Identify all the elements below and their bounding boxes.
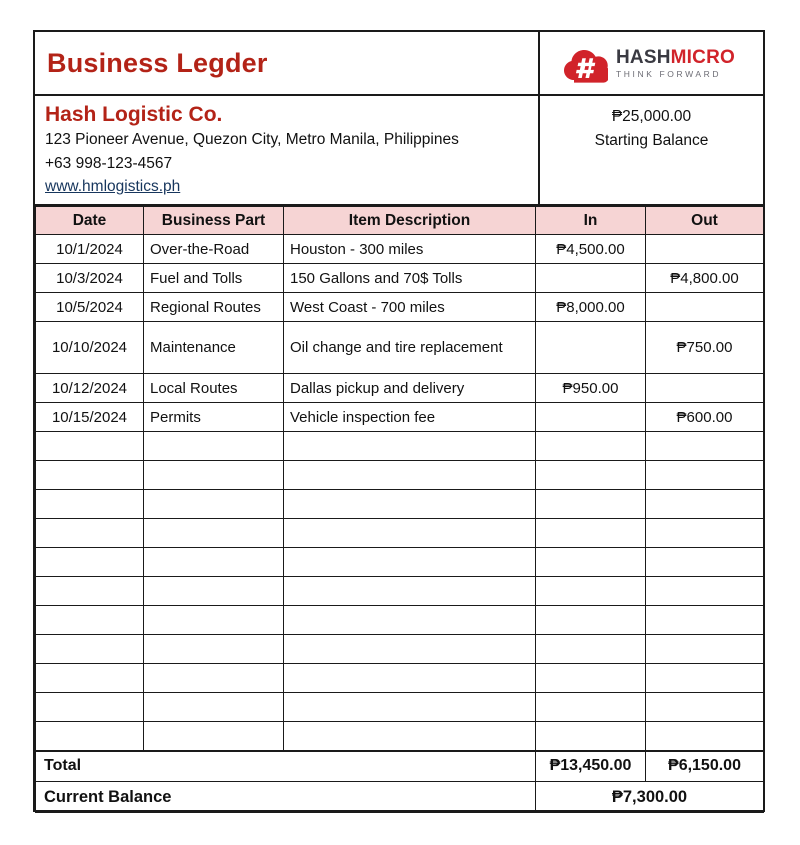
cell-empty[interactable] xyxy=(144,635,284,664)
title-band xyxy=(35,32,763,96)
total-out-value: ₱6,150.00 xyxy=(646,751,764,782)
ledger-table xyxy=(35,206,764,813)
cell-empty[interactable] xyxy=(646,548,764,577)
cell-business-part[interactable]: Maintenance xyxy=(144,322,284,374)
cell-empty[interactable] xyxy=(36,432,144,461)
table-row-empty[interactable] xyxy=(36,490,764,519)
cell-empty[interactable] xyxy=(284,577,536,606)
cell-empty[interactable] xyxy=(284,432,536,461)
cell-date[interactable]: 10/12/2024 xyxy=(36,374,144,403)
cell-out[interactable] xyxy=(646,235,764,264)
cell-date[interactable]: 10/10/2024 xyxy=(36,322,144,374)
brand-name-hash: HASH xyxy=(616,46,671,68)
cell-empty[interactable] xyxy=(36,664,144,693)
cell-out[interactable] xyxy=(646,374,764,403)
cell-date[interactable]: 10/1/2024 xyxy=(36,235,144,264)
brand-logo xyxy=(540,32,763,94)
cell-date[interactable]: 10/15/2024 xyxy=(36,403,144,432)
cell-empty[interactable] xyxy=(144,461,284,490)
cell-empty[interactable] xyxy=(536,664,646,693)
cell-empty[interactable] xyxy=(36,548,144,577)
cell-empty[interactable] xyxy=(646,693,764,722)
cell-item-description[interactable]: Oil change and tire replacement xyxy=(284,322,536,374)
column-header-date[interactable]: Date xyxy=(36,207,144,235)
cell-item-description[interactable]: West Coast - 700 miles xyxy=(284,293,536,322)
cell-empty[interactable] xyxy=(536,548,646,577)
cell-empty[interactable] xyxy=(536,432,646,461)
total-label: Total xyxy=(36,751,536,782)
cell-empty[interactable] xyxy=(144,577,284,606)
cell-out[interactable]: ₱4,800.00 xyxy=(646,264,764,293)
table-row[interactable] xyxy=(36,264,764,293)
cell-in[interactable] xyxy=(536,403,646,432)
cell-empty[interactable] xyxy=(144,722,284,751)
current-balance-value: ₱7,300.00 xyxy=(536,782,764,813)
cell-empty[interactable] xyxy=(284,548,536,577)
company-name: Hash Logistic Co. xyxy=(45,103,223,126)
column-header-item-description[interactable]: Item Description xyxy=(284,207,536,235)
cell-date[interactable]: 10/5/2024 xyxy=(36,293,144,322)
cell-empty[interactable] xyxy=(144,432,284,461)
table-row[interactable] xyxy=(36,235,764,264)
cell-item-description[interactable]: Houston - 300 miles xyxy=(284,235,536,264)
brand-name xyxy=(616,48,735,67)
cell-empty[interactable] xyxy=(536,577,646,606)
cell-in[interactable]: ₱4,500.00 xyxy=(536,235,646,264)
cell-empty[interactable] xyxy=(144,664,284,693)
table-footer xyxy=(36,751,764,813)
company-phone: +63 998-123-4567 xyxy=(45,154,173,172)
column-header-out[interactable]: Out xyxy=(646,207,764,235)
table-row-empty[interactable] xyxy=(36,577,764,606)
cell-empty[interactable] xyxy=(284,693,536,722)
company-website-link[interactable]: www.hmlogistics.ph xyxy=(45,177,181,195)
cell-empty[interactable] xyxy=(36,693,144,722)
cell-business-part[interactable]: Regional Routes xyxy=(144,293,284,322)
table-row-empty[interactable] xyxy=(36,693,764,722)
cell-empty[interactable] xyxy=(646,490,764,519)
table-row-empty[interactable] xyxy=(36,519,764,548)
cell-item-description[interactable]: 150 Gallons and 70$ Tolls xyxy=(284,264,536,293)
cell-empty[interactable] xyxy=(536,722,646,751)
cell-empty[interactable] xyxy=(284,461,536,490)
cell-empty[interactable] xyxy=(284,722,536,751)
cell-empty[interactable] xyxy=(144,490,284,519)
cell-empty[interactable] xyxy=(646,635,764,664)
total-row xyxy=(36,751,764,782)
cell-empty[interactable] xyxy=(144,548,284,577)
company-info xyxy=(35,96,540,204)
cell-empty[interactable] xyxy=(36,635,144,664)
current-balance-row xyxy=(36,782,764,813)
cell-empty[interactable] xyxy=(36,577,144,606)
cell-empty[interactable] xyxy=(646,664,764,693)
cell-empty[interactable] xyxy=(36,519,144,548)
table-row-empty[interactable] xyxy=(36,432,764,461)
table-row-empty[interactable] xyxy=(36,722,764,751)
cell-empty[interactable] xyxy=(536,519,646,548)
cell-empty[interactable] xyxy=(144,693,284,722)
cell-empty[interactable] xyxy=(646,722,764,751)
hash-cloud-icon xyxy=(562,43,608,83)
cell-empty[interactable] xyxy=(284,606,536,635)
table-row[interactable] xyxy=(36,322,764,374)
cell-business-part[interactable]: Fuel and Tolls xyxy=(144,264,284,293)
cell-empty[interactable] xyxy=(646,606,764,635)
table-row-empty[interactable] xyxy=(36,635,764,664)
table-row[interactable] xyxy=(36,403,764,432)
starting-balance-box xyxy=(540,96,763,204)
cell-business-part[interactable]: Local Routes xyxy=(144,374,284,403)
total-in-value: ₱13,450.00 xyxy=(536,751,646,782)
cell-empty[interactable] xyxy=(536,635,646,664)
title-cell xyxy=(35,32,540,94)
cell-out[interactable]: ₱600.00 xyxy=(646,403,764,432)
cell-empty[interactable] xyxy=(536,693,646,722)
cell-empty[interactable] xyxy=(284,635,536,664)
cell-empty[interactable] xyxy=(36,461,144,490)
cell-item-description[interactable]: Vehicle inspection fee xyxy=(284,403,536,432)
cell-empty[interactable] xyxy=(144,519,284,548)
cell-empty[interactable] xyxy=(646,461,764,490)
cell-empty[interactable] xyxy=(646,432,764,461)
table-row-empty[interactable] xyxy=(36,461,764,490)
cell-empty[interactable] xyxy=(646,577,764,606)
table-row-empty[interactable] xyxy=(36,548,764,577)
cell-empty[interactable] xyxy=(646,519,764,548)
current-balance-label: Current Balance xyxy=(36,782,536,813)
info-band xyxy=(35,96,763,206)
column-header-business-part[interactable]: Business Part xyxy=(144,207,284,235)
table-row[interactable] xyxy=(36,293,764,322)
table-row-empty[interactable] xyxy=(36,606,764,635)
company-address: 123 Pioneer Avenue, Quezon City, Metro Manila, Philippines xyxy=(45,131,459,149)
brand-name-micro: MICRO xyxy=(670,46,735,68)
cell-business-part[interactable]: Over-the-Road xyxy=(144,235,284,264)
cell-empty[interactable] xyxy=(284,519,536,548)
cell-in[interactable] xyxy=(536,264,646,293)
cell-empty[interactable] xyxy=(536,490,646,519)
brand-tagline: THINK FORWARD xyxy=(616,68,722,79)
cell-empty[interactable] xyxy=(284,490,536,519)
cell-empty[interactable] xyxy=(144,606,284,635)
cell-empty[interactable] xyxy=(284,664,536,693)
cell-business-part[interactable]: Permits xyxy=(144,403,284,432)
cell-in[interactable]: ₱8,000.00 xyxy=(536,293,646,322)
cell-empty[interactable] xyxy=(36,722,144,751)
starting-balance-label: Starting Balance xyxy=(594,132,709,150)
table-row[interactable] xyxy=(36,374,764,403)
cell-out[interactable] xyxy=(646,293,764,322)
brand-wordmark xyxy=(616,48,735,79)
table-body xyxy=(36,235,764,751)
column-header-in[interactable]: In xyxy=(536,207,646,235)
cell-in[interactable]: ₱950.00 xyxy=(536,374,646,403)
cell-out[interactable]: ₱750.00 xyxy=(646,322,764,374)
page-title: Business Legder xyxy=(47,47,268,78)
cell-in[interactable] xyxy=(536,322,646,374)
cell-empty[interactable] xyxy=(36,606,144,635)
cell-empty[interactable] xyxy=(536,606,646,635)
cell-date[interactable]: 10/3/2024 xyxy=(36,264,144,293)
ledger-sheet xyxy=(33,30,765,812)
cell-empty[interactable] xyxy=(36,490,144,519)
starting-balance-amount: ₱25,000.00 xyxy=(611,108,692,125)
table-header-row xyxy=(36,207,764,235)
cell-empty[interactable] xyxy=(536,461,646,490)
table-row-empty[interactable] xyxy=(36,664,764,693)
cell-item-description[interactable]: Dallas pickup and delivery xyxy=(284,374,536,403)
